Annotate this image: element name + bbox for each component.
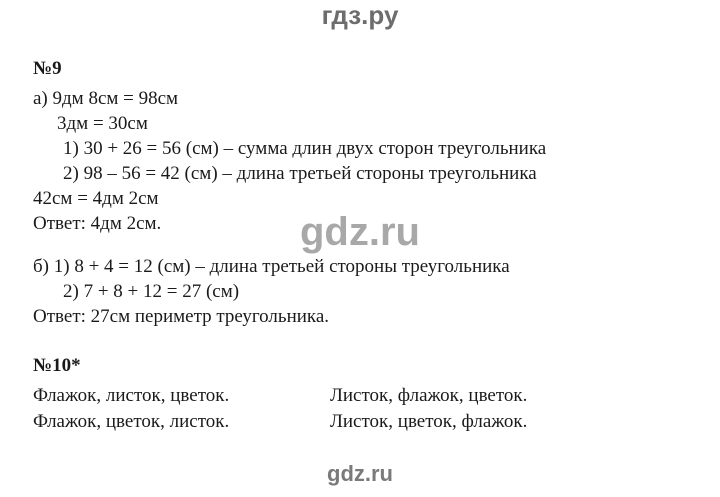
- task-10-row-2: [33, 409, 693, 435]
- task-9-line-4: 2) 98 – 56 = 42 (см) – длина третьей стороны треугольника: [63, 162, 537, 184]
- site-logo-top: гдз.ру: [321, 0, 399, 30]
- spacer-between-parts: [33, 236, 693, 254]
- task-9-line-3: 1) 30 + 26 = 56 (см) – сумма длин двух сторон треугольника: [63, 137, 547, 159]
- task-9-line-8: 2) 7 + 8 + 12 = 27 (см): [63, 280, 240, 302]
- task-10-answer-1-right: Листок, флажок, цветок.: [330, 384, 528, 406]
- task-9-line-5: 42см = 4дм 2см: [33, 187, 159, 209]
- task-10-answer-1-left: Флажок, листок, цветок.: [33, 384, 230, 406]
- task-9-line-1: а) 9дм 8см = 98см: [33, 87, 179, 109]
- solution-content: [33, 58, 693, 435]
- task-10-answer-2-left: Флажок, цветок, листок.: [33, 410, 230, 432]
- site-logo-watermark: gdz.ru: [300, 210, 420, 254]
- task-9-line-6: Ответ: 4дм 2см.: [33, 212, 162, 234]
- task-10-answer-2-right: Листок, цветок, флажок.: [330, 410, 528, 432]
- task-9-line-9: Ответ: 27см периметр треугольника.: [33, 305, 330, 327]
- task-9-line-7: б) 1) 8 + 4 = 12 (см) – длина третьей стороны треугольника: [33, 255, 510, 277]
- task-9-line-2: 3дм = 30см: [57, 112, 148, 134]
- task-9-heading: №9: [33, 58, 62, 79]
- spacer-between-tasks: [33, 329, 693, 355]
- site-logo-bottom: gdz.ru: [327, 461, 393, 486]
- task-10-heading: №10*: [33, 354, 81, 376]
- task-10-row-1: [33, 383, 693, 409]
